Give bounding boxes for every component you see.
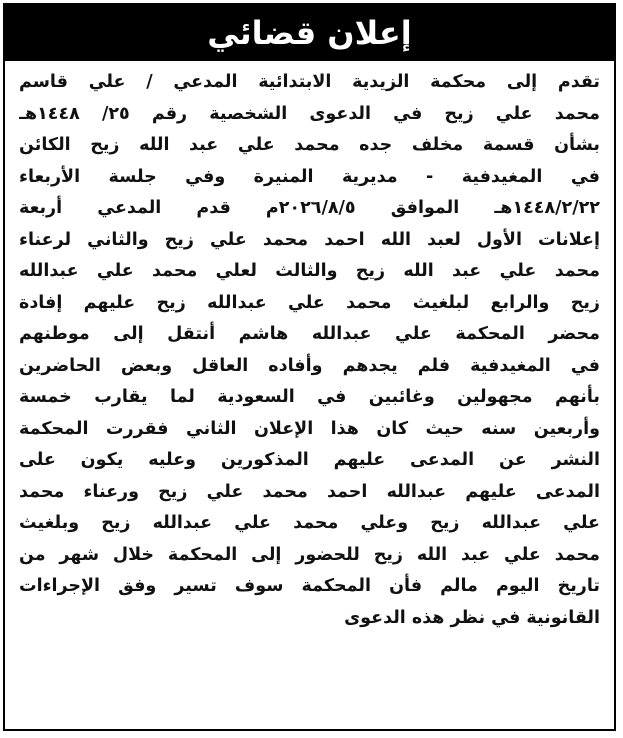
notice-line: المدعى عليهم عبدالله احمد محمد علي زيح ورعناء محمد [19, 481, 600, 502]
notice-line: بأنهم مجهولين وغائبين في السعودية لما يقارب خمسة [19, 387, 600, 407]
notice-line: محمد علي زيح في الدعوى الشخصية رقم ٢٥/ ١٤٤٨هـ [19, 103, 600, 124]
notice-line: وأربعين سنه حيث كان هذا الإعلان الثاني فقررت المحكمة [19, 418, 600, 439]
notice-line: محمد علي عبد الله زيح والثالث لعلي محمد علي عبدالله [19, 261, 600, 281]
notice-line: محضر المحكمة علي عبدالله هاشم أنتقل إلى موطنهم [19, 324, 600, 344]
notice-line: القانونية في نظر هذه الدعوى [344, 607, 600, 628]
notice-line: في المغيدفية فلم يجدهم وأفاده العاقل وبعض الحاضرين [19, 355, 600, 376]
notice-line: تاريخ اليوم مالم فأن المحكمة سوف تسير وفق الإجراءات [19, 576, 600, 596]
notice-body [19, 67, 600, 634]
notice-line: بشأن قسمة مخلف جده محمد علي عبد الله زيح الكائن [19, 135, 600, 155]
notice-title: إعلان قضائي [207, 14, 412, 52]
notice-line: النشر عن المدعى عليهم المذكورين وعليه يكون على [19, 450, 600, 470]
notice-line: تقدم إلى محكمة الزيدية الابتدائية المدعي / علي قاسم [19, 72, 600, 92]
judicial-notice [3, 3, 616, 731]
notice-line: في المغيدفية - مديرية المنيرة وفي جلسة الأربعاء [19, 166, 600, 187]
notice-line: زيح والرابع لبلغيث محمد علي عبدالله زيح عليهم إفادة [19, 292, 600, 313]
notice-line: ١٤٤٨/٢/٢٢هـ الموافق ٢٠٢٦/٨/٥م قدم المدعي أربعة [19, 198, 600, 218]
notice-title-bar [5, 5, 614, 61]
notice-line: إعلانات الأول لعبد الله احمد محمد علي زيح والثاني لرعناء [19, 229, 600, 250]
notice-line: محمد علي عبد الله زيح للحضور إلى المحكمة خلال شهر من [19, 544, 600, 565]
notice-line: علي عبدالله زيح وعلي محمد علي عبدالله زيح وبلغيث [19, 513, 600, 533]
